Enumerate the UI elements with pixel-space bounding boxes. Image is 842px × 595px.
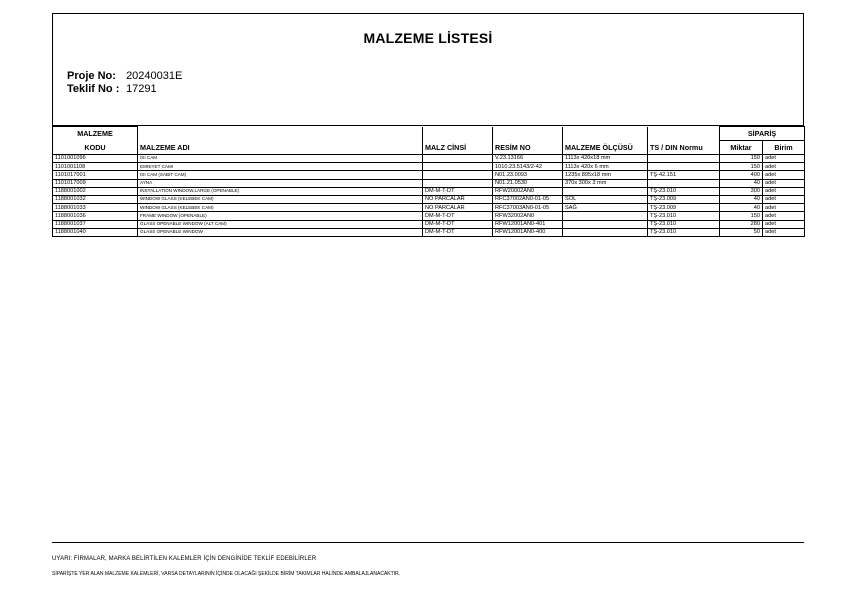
page-title: MALZEME LİSTESİ [363,30,493,46]
table-row [53,155,805,163]
cell-drawing: N01.21.0530 [493,179,563,187]
cell-code: 1188001002 [53,187,138,195]
cell-size [563,228,648,236]
header-blank [423,127,493,141]
cell-type [423,171,493,179]
table-row [53,204,805,212]
cell-code: 1188001040 [53,228,138,236]
cell-code: 1188001036 [53,212,138,220]
footer-note: SİPARİŞTE YER ALAN MALZEME KALEMLERİ, VARSA DETAYLARININ İÇİNDE OLACAĞI ŞEKİLDE BİRİM TAKIMLAR HALİNDE AMBALAJLANACAKTIR. [52,571,401,577]
cell-code: 1188001033 [53,204,138,212]
cell-unit: adet [763,204,805,212]
cell-unit: adet [763,179,805,187]
table-row [53,187,805,195]
cell-name: GLASS OPENABLE WINDOW [138,228,423,236]
cell-standard: TŞ-23.010 [648,228,720,236]
cell-standard: TŞ-42.151 [648,171,720,179]
header-order: SİPARİŞ [720,127,805,141]
table-row [53,195,805,203]
project-number-row [67,70,182,82]
material-table [52,126,805,237]
table-row [53,171,805,179]
offer-number-value: 17291 [126,83,157,95]
document-header [52,13,804,126]
header-code: KODU [53,141,138,155]
cell-type [423,163,493,171]
cell-quantity: 150 [720,212,763,220]
cell-code: 1101017001 [53,171,138,179]
cell-quantity: 40 [720,204,763,212]
table-row [53,212,805,220]
cell-name: GLASS OPENABLE WINDOW (ALT CAM) [138,220,423,228]
cell-name: EMNIYET CAMI [138,163,423,171]
cell-standard [648,179,720,187]
cell-code: 1101001096 [53,155,138,163]
cell-size: SAĞ [563,204,648,212]
cell-unit: adet [763,163,805,171]
cell-type [423,179,493,187]
header-blank [493,127,563,141]
header-quantity: Miktar [720,141,763,155]
cell-code: 1188001037 [53,220,138,228]
offer-number-row [67,83,157,95]
cell-size: 1235x 895x18 mm [563,171,648,179]
header-size: MALZEME ÖLÇÜSÜ [563,141,648,155]
cell-standard [648,155,720,163]
cell-standard: TŞ-23.010 [648,212,720,220]
cell-quantity: 280 [720,220,763,228]
cell-drawing: N01.23.0093 [493,171,563,179]
cell-drawing: RFW12001AN0-401 [493,220,563,228]
cell-name: WINDOW GLASS (KELEBEK CAM) [138,204,423,212]
cell-drawing: RFC37003AN0-01-05 [493,204,563,212]
cell-standard: TŞ-23.009 [648,204,720,212]
cell-unit: adet [763,212,805,220]
cell-drawing: RFC37002AN0-01-05 [493,195,563,203]
table-row [53,179,805,187]
cell-standard: TŞ-23.009 [648,195,720,203]
cell-type: DM-M-T-DT [423,228,493,236]
cell-size: 1113x 420x 6 mm [563,163,648,171]
cell-type: NO PARCALAR [423,195,493,203]
cell-quantity: 40 [720,179,763,187]
cell-name: INSTALLATION WINDOW,LARGE (OPENABLE) [138,187,423,195]
header-code-top: MALZEME [53,127,138,141]
cell-unit: adet [763,228,805,236]
cell-drawing: 1010.23.5143/2-42 [493,163,563,171]
table-body [53,155,805,237]
offer-number-label: Teklif No : [67,83,120,95]
footer-divider [52,542,804,543]
cell-type: DM-M-T-DT [423,220,493,228]
cell-name: ISI CAM (SABIT CAM) [138,171,423,179]
table-row [53,228,805,236]
project-number-label: Proje No: [67,70,116,82]
cell-quantity: 50 [720,228,763,236]
table-row [53,163,805,171]
cell-size: 1113x 420x18 mm [563,155,648,163]
cell-quantity: 400 [720,171,763,179]
cell-name: AYNA [138,179,423,187]
header-blank [138,127,423,141]
header-blank [563,127,648,141]
cell-type: DM-M-T-DT [423,187,493,195]
cell-name: WINDOW GLASS (KELEBEK CAM) [138,195,423,203]
project-number-value: 20240031E [126,70,183,82]
cell-unit: adet [763,171,805,179]
header-type: MALZ CİNSİ [423,141,493,155]
cell-code: 1101017009 [53,179,138,187]
cell-drawing: RFW32002AN0 [493,212,563,220]
cell-quantity: 150 [720,155,763,163]
header-standard: TS / DIN Normu [648,141,720,155]
cell-drawing: V.23.13166 [493,155,563,163]
cell-size: SOL [563,195,648,203]
cell-type: NO PARCALAR [423,204,493,212]
cell-unit: adet [763,195,805,203]
cell-standard [648,163,720,171]
cell-standard: TŞ-23.010 [648,187,720,195]
table-row [53,220,805,228]
cell-quantity: 40 [720,195,763,203]
cell-code: 1101001108 [53,163,138,171]
cell-type [423,155,493,163]
cell-size [563,187,648,195]
cell-name: FRAME WINDOW (OPENABLE) [138,212,423,220]
cell-size [563,212,648,220]
cell-size: 370x 300x 3 mm [563,179,648,187]
header-name: MALZEME ADI [138,141,423,155]
cell-size [563,220,648,228]
cell-unit: adet [763,155,805,163]
cell-quantity: 300 [720,187,763,195]
cell-drawing: RFW20002AN0 [493,187,563,195]
header-blank [648,127,720,141]
header-drawing: RESİM NO [493,141,563,155]
cell-standard: TŞ-23.010 [648,220,720,228]
cell-quantity: 150 [720,163,763,171]
cell-code: 1188001032 [53,195,138,203]
header-unit: Birim [763,141,805,155]
cell-unit: adet [763,187,805,195]
cell-unit: adet [763,220,805,228]
cell-drawing: RFW12001AN0-400 [493,228,563,236]
cell-name: ISI CAM [138,155,423,163]
footer-warning: UYARI: FİRMALAR, MARKA BELİRTİLEN KALEMLER İÇİN DENGİNİDE TEKLİF EDEBİLİRLER [52,556,317,562]
cell-type: DM-M-T-DT [423,212,493,220]
